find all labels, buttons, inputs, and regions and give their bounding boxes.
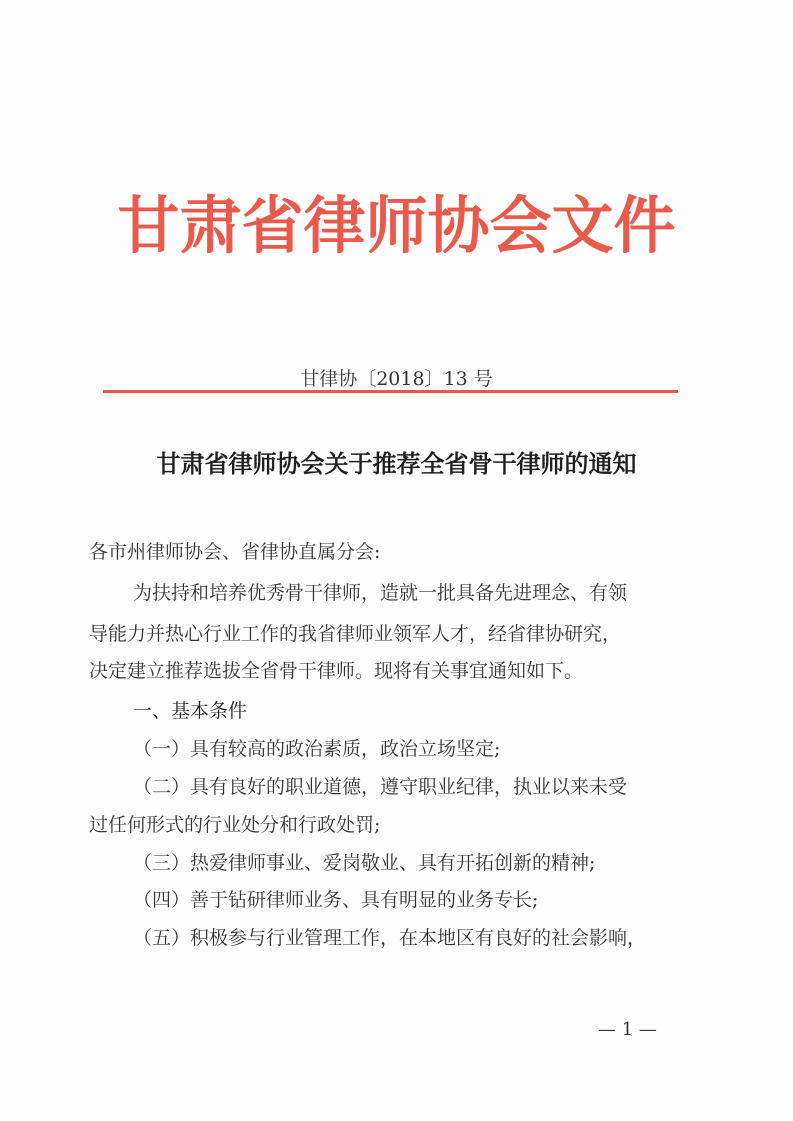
letterhead-title: 甘肃省律师协会文件 bbox=[117, 189, 676, 262]
condition-line: （三）热爱律师事业、爱岗敬业、具有开拓创新的精神; bbox=[133, 852, 596, 874]
condition-line: （五）积极参与行业管理工作，在本地区有良好的社会影响， bbox=[133, 927, 647, 949]
salutation: 各市州律师协会、省律协直属分会: bbox=[89, 541, 381, 563]
intro-line: 为扶持和培养优秀骨干律师，造就一批具备先进理念、有领 bbox=[133, 582, 628, 604]
intro-line: 决定建立推荐选拔全省骨干律师。现将有关事宜通知如下。 bbox=[89, 660, 584, 682]
intro-line: 导能力并热心行业工作的我省律师业领军人才，经省律协研究， bbox=[89, 623, 622, 645]
page-number: — 1 — bbox=[598, 1019, 657, 1040]
condition-line: （一）具有较高的政治素质，政治立场坚定; bbox=[133, 738, 501, 760]
section-heading: 一、基本条件 bbox=[133, 700, 248, 722]
condition-line: （四）善于钻研律师业务、具有明显的业务专长; bbox=[133, 889, 539, 911]
notice-title: 甘肃省律师协会关于推荐全省骨干律师的通知 bbox=[156, 449, 637, 478]
condition-line: 过任何形式的行业处分和行政处罚; bbox=[89, 814, 381, 836]
red-divider-line bbox=[103, 390, 678, 393]
document-number: 甘律协〔2018〕13 号 bbox=[300, 368, 493, 390]
condition-line: （二）具有良好的职业道德，遵守职业纪律，执业以来未受 bbox=[133, 776, 628, 798]
